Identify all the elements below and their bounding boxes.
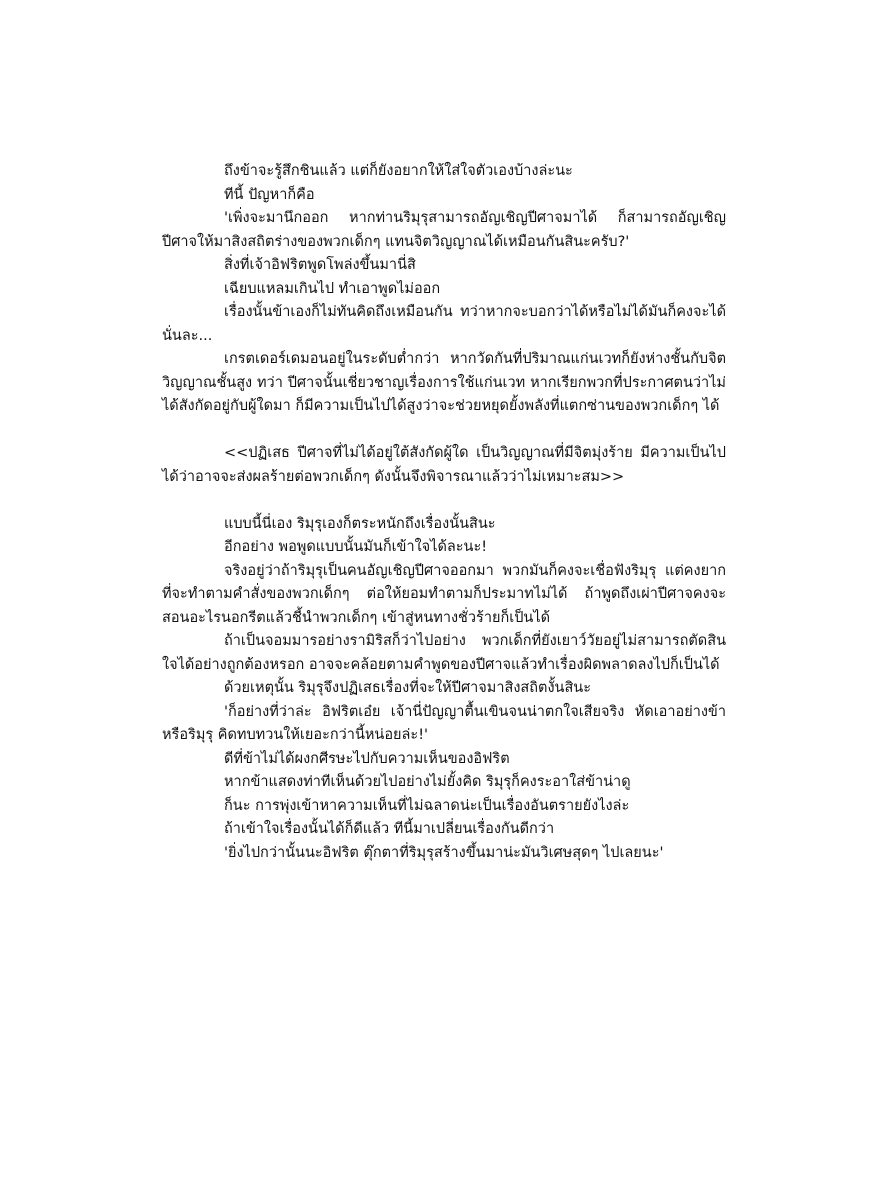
paragraph: ดีที่ข้าไม่ได้ผงกศีรษะไปกับความเห็นของอิฟริต <box>224 750 510 767</box>
system-message: <<ปฏิเสธ ปีศาจที่ไม่ได้อยู่ใต้สังกัดผู้ใด เป็นวิญญาณที่มีจิตมุ่งร้าย มีความเป็นไปได้ว่าอาจจะส่งผลร้ายต่อพวกเด็กๆ ดังนั้นจึงพิจารณาแล้วว่าไม่เหมาะสม>> <box>162 445 726 485</box>
paragraph: 'ก็อย่างที่ว่าล่ะ อิฟริตเอ๋ย เจ้านี่ปัญญาตื้นเขินจนน่าตกใจเสียจริง หัดเอาอย่างข้าหรือริมุรุ คิดทบทวนให้เยอะกว่านี้หน่อยล่ะ!' <box>162 703 726 743</box>
paragraph: หากข้าแสดงท่าทีเห็นด้วยไปอย่างไม่ยั้งคิด ริมุรุก็คงระอาใส่ข้าน่าดู <box>224 774 631 790</box>
paragraph: 'ยิ่งไปกว่านั้นนะอิฟริต ตุ๊กตาที่ริมุรุสร้างขึ้นมาน่ะมันวิเศษสุดๆ ไปเลยนะ' <box>224 844 664 861</box>
blank-line <box>162 489 726 513</box>
paragraph: เฉียบแหลมเกินไป ทำเอาพูดไม่ออก <box>224 280 441 297</box>
paragraph: ทีนี้ ปัญหาก็คือ <box>224 186 315 203</box>
blank-line <box>162 419 726 443</box>
paragraph: เรื่องนั้นข้าเองก็ไม่ทันคิดถึงเหมือนกัน ทว่าหากจะบอกว่าได้หรือไม่ได้มันก็คงจะได้นั่นละ... <box>162 304 726 344</box>
paragraph: ก็นะ การพุ่งเข้าหาความเห็นที่ไม่ฉลาดน่ะเป็นเรื่องอันตรายยังไงล่ะ <box>224 797 630 814</box>
paragraph: ถึงข้าจะรู้สึกชินแล้ว แต่ก็ยังอยากให้ใส่ใจตัวเองบ้างล่ะนะ <box>224 163 573 179</box>
paragraph: ด้วยเหตุนั้น ริมุรุจึงปฏิเสธเรื่องที่จะให้ปีศาจมาสิงสถิตงั้นสินะ <box>224 680 592 696</box>
paragraph: สิ่งที่เจ้าอิฟริตพูดโพล่งขึ้นมานี่สิ <box>224 257 416 273</box>
paragraph: จริงอยู่ว่าถ้าริมุรุเป็นคนอัญเชิญปีศาจออกมา พวกมันก็คงจะเชื่อฟังริมุรุ แต่คงยากที่จะทำตามคำสั่งของพวกเด็กๆ ต่อให้ยอมทำตามก็ประมาทไม่ได้ ถ้าพูดถึงเผ่าปีศาจคงจะสอนอะไรนอกรีตแล้วชี้นำพวกเด็กๆ เข้าสู่หนทางชั่วร้ายก็เป็นได้ <box>162 562 726 626</box>
paragraph: ถ้าเป็นจอมมารอย่างรามิริสก็ว่าไปอย่าง พวกเด็กที่ยังเยาว์วัยอยู่ไม่สามารถตัดสินใจได้อย่างถูกต้องหรอก อาจจะคล้อยตามคำพูดของปีศาจแล้วทำเรื่องผิดพลาดลงไปก็เป็นได้ <box>162 633 726 673</box>
paragraph: ถ้าเข้าใจเรื่องนั้นได้ก็ดีแล้ว ทีนี้มาเปลี่ยนเรื่องกันดีกว่า <box>224 821 555 837</box>
paragraph: อีกอย่าง พอพูดแบบนั้นมันก็เข้าใจได้ละนะ! <box>224 539 488 555</box>
paragraph: 'เพิ่งจะมานึกออก หากท่านริมุรุสามารถอัญเชิญปีศาจมาได้ ก็สามารถอัญเชิญปีศาจให้มาสิงสถิตร่างของพวกเด็กๆ แทนจิตวิญญาณได้เหมือนกันสินะครับ?' <box>162 210 726 250</box>
paragraph: แบบนี้นี่เอง ริมุรุเองก็ตระหนักถึงเรื่องนั้นสินะ <box>224 515 496 532</box>
paragraph: เกรตเดอร์เดมอนอยู่ในระดับต่ำกว่า หากวัดกันที่ปริมาณแก่นเวทก็ยังห่างชั้นกับจิตวิญญาณชั้นสูง ทว่า ปีศาจนั้นเชี่ยวชาญเรื่องการใช้แก่นเวท หากเรียกพวกที่ประกาศตนว่าไม่ได้สังกัดอยู่กับผู้ใดมา ก็มีความเป็นไปได้สูงว่าจะช่วยหยุดยั้งพลังที่แตกซ่านของพวกเด็กๆ ได้ <box>162 351 726 414</box>
body-text <box>162 160 726 865</box>
